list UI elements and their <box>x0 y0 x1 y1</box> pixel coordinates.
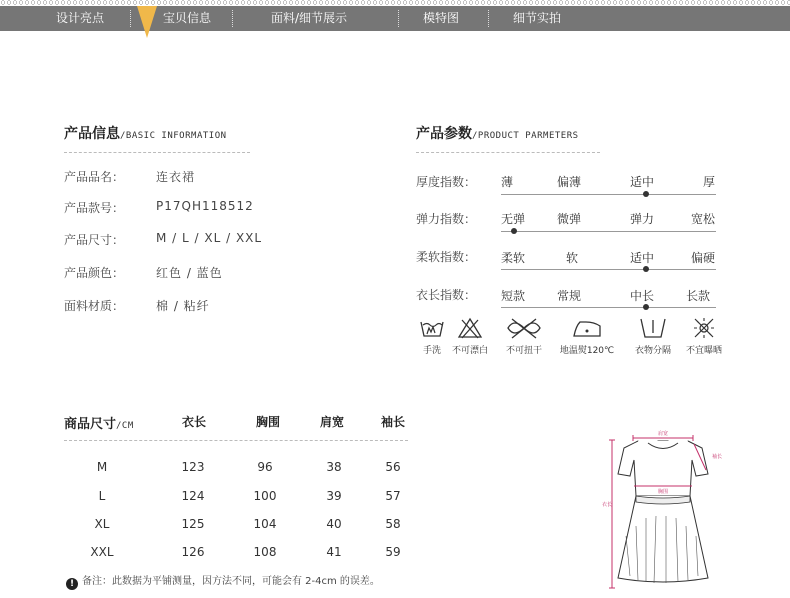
nav-separator <box>232 10 233 27</box>
param-label-softness: 柔软指数： <box>416 250 477 264</box>
care-label: 不可漂白 <box>451 346 488 356</box>
nav-design-highlights[interactable]: 设计亮点 <box>56 11 105 25</box>
iron-icon <box>570 316 604 340</box>
table-cell: 104 <box>253 517 277 531</box>
info-value: P17QH118512 <box>156 199 254 213</box>
col-header-length: 衣长 <box>182 415 207 429</box>
nav-product-info[interactable]: 宝贝信息 <box>163 11 212 25</box>
chest-label: 胸围 <box>657 489 669 495</box>
info-row-colors <box>64 264 223 281</box>
param-option: 弹力 <box>630 212 655 226</box>
info-label: 产品品名： <box>64 170 125 184</box>
param-label-length: 衣长指数： <box>416 288 477 302</box>
table-cell: 108 <box>253 545 277 559</box>
dress-measurement-diagram <box>596 426 726 596</box>
info-row-style-number <box>64 199 254 216</box>
param-option: 偏薄 <box>557 175 582 189</box>
care-label: 不可扭干 <box>505 346 542 356</box>
table-cell: 59 <box>385 545 401 559</box>
nav-separator <box>488 10 489 27</box>
param-option: 宽松 <box>691 212 716 226</box>
shoulder-width-label: 肩宽 <box>657 431 669 437</box>
param-scale-line <box>501 194 716 195</box>
info-label: 产品尺寸： <box>64 233 125 247</box>
param-option: 厚 <box>703 175 716 189</box>
param-option: 短款 <box>501 289 526 303</box>
divider <box>64 152 250 153</box>
care-label: 手洗 <box>422 346 441 356</box>
param-option: 柔软 <box>501 251 526 265</box>
info-row-material <box>64 297 210 314</box>
care-no-bleach <box>440 316 500 356</box>
col-header-sleeve: 袖长 <box>381 415 406 429</box>
care-low-iron <box>557 316 617 356</box>
divider <box>64 440 408 441</box>
param-option: 中长 <box>630 289 655 303</box>
size-cell: XXL <box>90 545 114 559</box>
table-cell: 100 <box>253 489 277 503</box>
param-indicator-dot <box>643 191 649 197</box>
info-value: 红色 / 蓝色 <box>156 266 223 280</box>
table-cell: 125 <box>181 517 205 531</box>
table-cell: 126 <box>181 545 205 559</box>
basic-info-heading: 产品信息 <box>64 126 120 142</box>
info-row-name <box>64 168 196 185</box>
param-label-elasticity: 弹力指数： <box>416 212 477 226</box>
size-cell: M <box>96 460 108 474</box>
nav-fabric-details[interactable]: 面料/细节展示 <box>271 11 348 25</box>
param-option: 常规 <box>557 289 582 303</box>
care-label: 衣物分隔 <box>634 346 671 356</box>
info-row-sizes <box>64 231 263 248</box>
params-heading: 产品参数 <box>416 126 472 142</box>
nav-detail-photos[interactable]: 细节实拍 <box>513 11 562 25</box>
info-label: 面料材质： <box>64 299 125 313</box>
param-option: 长款 <box>686 289 711 303</box>
top-border <box>0 0 790 5</box>
table-cell: 124 <box>181 489 205 503</box>
no-wring-icon <box>504 316 544 340</box>
size-cell: L <box>98 489 106 503</box>
table-cell: 40 <box>326 517 342 531</box>
care-label: 不宜曝晒 <box>685 346 722 356</box>
param-label-thickness: 厚度指数： <box>416 175 477 189</box>
col-header-chest: 胸围 <box>256 415 281 429</box>
param-option: 适中 <box>630 251 655 265</box>
size-table-heading: 商品尺寸 <box>64 417 117 432</box>
size-table-title <box>64 413 134 432</box>
table-cell: 58 <box>385 517 401 531</box>
care-label: 地温熨120℃ <box>559 346 615 356</box>
wash-separately-icon <box>638 316 668 340</box>
size-cell: XL <box>94 517 110 531</box>
basic-info-subtitle: /BASIC INFORMATION <box>120 131 227 141</box>
param-scale-line <box>501 269 716 270</box>
care-no-wring <box>494 316 554 356</box>
length-label: 衣长 <box>602 502 613 508</box>
table-cell: 39 <box>326 489 342 503</box>
nav-active-arrow <box>137 6 157 38</box>
nav-bar <box>0 6 790 31</box>
table-cell: 123 <box>181 460 205 474</box>
param-indicator-dot <box>643 266 649 272</box>
param-option: 薄 <box>501 175 514 189</box>
info-label: 产品颜色： <box>64 266 125 280</box>
param-option: 软 <box>566 251 579 265</box>
basic-info-title <box>64 123 227 143</box>
size-table-unit: /CM <box>116 421 134 431</box>
param-option: 微弹 <box>557 212 582 226</box>
info-value: 连衣裙 <box>156 170 196 184</box>
table-cell: 57 <box>385 489 401 503</box>
param-indicator-dot <box>511 228 517 234</box>
params-title <box>416 123 579 143</box>
table-cell: 96 <box>257 460 273 474</box>
param-scale-line <box>501 307 716 308</box>
note-text: 备注：此数据为平铺测量，因方法不同，可能会有 2-4cm 的误差。 <box>82 576 380 587</box>
nav-separator <box>398 10 399 27</box>
table-cell: 38 <box>326 460 342 474</box>
sleeve-length-label: 袖长 <box>712 454 723 460</box>
table-cell: 41 <box>326 545 342 559</box>
param-indicator-dot <box>643 304 649 310</box>
param-option: 偏硬 <box>691 251 716 265</box>
col-header-shoulder: 肩宽 <box>320 415 345 429</box>
warning-icon: ! <box>66 578 78 590</box>
divider <box>416 152 600 153</box>
param-scale-line <box>501 231 716 232</box>
param-option: 适中 <box>630 175 655 189</box>
params-subtitle: /PRODUCT PARMETERS <box>472 131 579 141</box>
no-bleach-icon <box>456 316 484 340</box>
measurement-note <box>66 572 380 590</box>
nav-model-photos[interactable]: 模特图 <box>423 11 460 25</box>
info-value: M / L / XL / XXL <box>156 231 263 245</box>
no-sun-icon <box>691 316 717 340</box>
info-value: 棉 / 粘纤 <box>156 299 210 313</box>
care-no-sun <box>674 316 734 356</box>
nav-separator <box>130 10 131 27</box>
param-option: 无弹 <box>501 212 526 226</box>
table-cell: 56 <box>385 460 401 474</box>
info-label: 产品款号： <box>64 201 125 215</box>
